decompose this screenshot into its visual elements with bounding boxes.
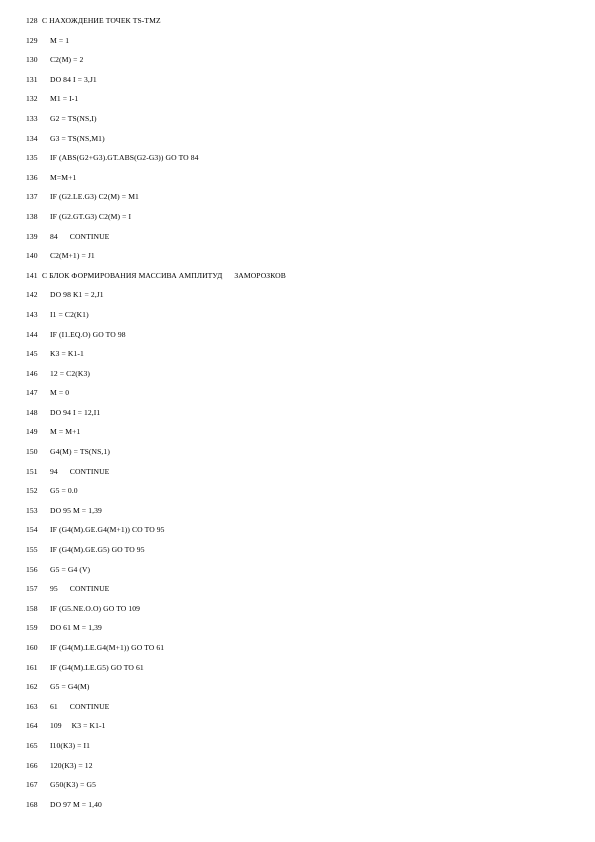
line-number: 162 bbox=[26, 682, 38, 692]
line-number: 156 bbox=[26, 564, 38, 574]
code-text: I10(K3) = I1 bbox=[50, 740, 91, 750]
code-text: 109 K3 = K1-1 bbox=[50, 721, 106, 731]
line-number: 158 bbox=[26, 603, 38, 613]
code-line bbox=[26, 192, 566, 212]
code-text: M1 = I-1 bbox=[50, 94, 79, 104]
code-line bbox=[26, 212, 566, 232]
code-text: M=M+1 bbox=[50, 172, 77, 182]
code-line bbox=[26, 36, 566, 56]
code-text: 95 CONTINUE bbox=[50, 584, 110, 594]
line-number: 143 bbox=[26, 309, 38, 319]
code-text: G2 = TS(NS,I) bbox=[50, 113, 97, 123]
code-text: DO 95 M = 1,39 bbox=[50, 505, 102, 515]
code-text: IF (G4(M).GE.G4(M+1)) CO TO 95 bbox=[50, 525, 165, 535]
code-text: G4(M) = TS(NS,1) bbox=[50, 447, 110, 457]
line-number: 163 bbox=[26, 701, 38, 711]
line-number: 128 bbox=[26, 16, 38, 25]
line-number: 148 bbox=[26, 407, 38, 417]
line-number: 153 bbox=[26, 505, 38, 515]
code-text: G5 = G4 (V) bbox=[50, 564, 91, 574]
code-line bbox=[26, 721, 566, 741]
line-number: 155 bbox=[26, 545, 38, 555]
code-text: M = 1 bbox=[50, 35, 70, 45]
code-text: IF (G2.GT.G3) C2(M) = I bbox=[50, 211, 132, 221]
comment-line bbox=[26, 16, 566, 36]
line-number: 149 bbox=[26, 427, 38, 437]
code-line bbox=[26, 114, 566, 134]
code-line bbox=[26, 741, 566, 761]
code-text: M = 0 bbox=[50, 388, 70, 398]
code-line bbox=[26, 780, 566, 800]
code-text: IF (G4(M).LE.G4(M+1)) GO TO 61 bbox=[50, 643, 165, 652]
code-text: IF (G4(M).LE.G5) GO TO 61 bbox=[50, 662, 144, 672]
code-text: IF (G5.NE.O.O) GO TO 109 bbox=[50, 603, 141, 613]
code-text: G5 = 0.0 bbox=[50, 486, 78, 496]
line-number: 129 bbox=[26, 35, 38, 45]
code-text: DO 98 K1 = 2,J1 bbox=[50, 290, 104, 300]
code-line bbox=[26, 643, 566, 663]
code-line bbox=[26, 702, 566, 722]
code-line bbox=[26, 486, 566, 506]
code-text: IF (G4(M).GE.G5) GO TO 95 bbox=[50, 545, 145, 555]
code-line bbox=[26, 525, 566, 545]
code-line bbox=[26, 761, 566, 781]
line-number: 140 bbox=[26, 251, 38, 261]
code-line bbox=[26, 349, 566, 369]
code-line bbox=[26, 330, 566, 350]
line-number: 154 bbox=[26, 525, 38, 535]
line-number: 139 bbox=[26, 231, 38, 241]
line-number: 151 bbox=[26, 466, 38, 476]
line-number: 138 bbox=[26, 211, 38, 221]
line-number: 147 bbox=[26, 388, 38, 398]
line-number: 142 bbox=[26, 290, 38, 300]
code-text: G50(K3) = G5 bbox=[50, 780, 96, 790]
code-line bbox=[26, 310, 566, 330]
code-line bbox=[26, 565, 566, 585]
comment-text: C НАХОЖДЕНИЕ ТОЧЕК TS-TMZ bbox=[42, 16, 161, 25]
code-text: 61 CONTINUE bbox=[50, 701, 110, 711]
code-text: DO 84 I = 3,J1 bbox=[50, 74, 97, 84]
code-line bbox=[26, 447, 566, 467]
line-number: 159 bbox=[26, 623, 38, 633]
code-text: C2(M+1) = J1 bbox=[50, 251, 95, 261]
code-line bbox=[26, 427, 566, 447]
code-line bbox=[26, 800, 566, 820]
line-number: 150 bbox=[26, 447, 38, 457]
line-number: 133 bbox=[26, 113, 38, 123]
code-text: G5 = G4(M) bbox=[50, 682, 90, 692]
line-number: 131 bbox=[26, 74, 38, 84]
line-number: 167 bbox=[26, 780, 38, 790]
code-line bbox=[26, 232, 566, 252]
code-line bbox=[26, 173, 566, 193]
code-line bbox=[26, 134, 566, 154]
line-number: 141 bbox=[26, 270, 38, 280]
comment-text: C БЛОК ФОРМИРОВАНИЯ МАССИВА АМПЛИТУД ЗАМОРОЗКОВ bbox=[42, 270, 286, 280]
line-number: 136 bbox=[26, 172, 38, 182]
code-line bbox=[26, 290, 566, 310]
code-text: 120(K3) = 12 bbox=[50, 760, 93, 770]
comment-line bbox=[26, 271, 566, 291]
code-text: I1 = C2(K1) bbox=[50, 309, 89, 319]
code-text: 12 = C2(K3) bbox=[50, 368, 90, 378]
code-line bbox=[26, 506, 566, 526]
code-text: DO 61 M = 1,39 bbox=[50, 623, 102, 633]
line-number: 145 bbox=[26, 349, 38, 359]
line-number: 161 bbox=[26, 662, 38, 672]
code-line bbox=[26, 388, 566, 408]
code-line bbox=[26, 94, 566, 114]
code-line bbox=[26, 369, 566, 389]
line-number: 135 bbox=[26, 153, 38, 163]
line-number: 166 bbox=[26, 760, 38, 770]
code-line bbox=[26, 584, 566, 604]
code-text: IF (ABS(G2+G3).GT.ABS(G2-G3)) GO TO 84 bbox=[50, 153, 199, 163]
code-line bbox=[26, 623, 566, 643]
code-text: IF (G2.LE.G3) C2(M) = M1 bbox=[50, 192, 139, 202]
code-text: G3 = TS(NS,M1) bbox=[50, 133, 105, 143]
line-number: 160 bbox=[26, 643, 38, 652]
code-listing bbox=[26, 16, 566, 819]
code-text: 84 CONTINUE bbox=[50, 231, 110, 241]
code-text: K3 = K1-1 bbox=[50, 349, 84, 359]
code-line bbox=[26, 408, 566, 428]
line-number: 164 bbox=[26, 721, 38, 731]
line-number: 134 bbox=[26, 133, 38, 143]
line-number: 137 bbox=[26, 192, 38, 202]
code-text: 94 CONTINUE bbox=[50, 466, 110, 476]
line-number: 152 bbox=[26, 486, 38, 496]
code-text: IF (I1.EQ.O) GO TO 98 bbox=[50, 329, 126, 339]
code-line bbox=[26, 153, 566, 173]
code-text: DO 97 M = 1,40 bbox=[50, 799, 102, 809]
code-line bbox=[26, 545, 566, 565]
code-text: M = M+1 bbox=[50, 427, 81, 437]
code-text: C2(M) = 2 bbox=[50, 55, 84, 65]
code-text: DO 94 I = 12,I1 bbox=[50, 407, 101, 417]
line-number: 132 bbox=[26, 94, 38, 104]
line-number: 144 bbox=[26, 329, 38, 339]
line-number: 168 bbox=[26, 799, 38, 809]
code-line bbox=[26, 604, 566, 624]
line-number: 146 bbox=[26, 368, 38, 378]
code-line bbox=[26, 55, 566, 75]
code-line bbox=[26, 75, 566, 95]
code-line bbox=[26, 663, 566, 683]
line-number: 165 bbox=[26, 740, 38, 750]
code-line bbox=[26, 467, 566, 487]
code-line bbox=[26, 251, 566, 271]
line-number: 130 bbox=[26, 55, 38, 65]
code-line bbox=[26, 682, 566, 702]
line-number: 157 bbox=[26, 584, 38, 594]
